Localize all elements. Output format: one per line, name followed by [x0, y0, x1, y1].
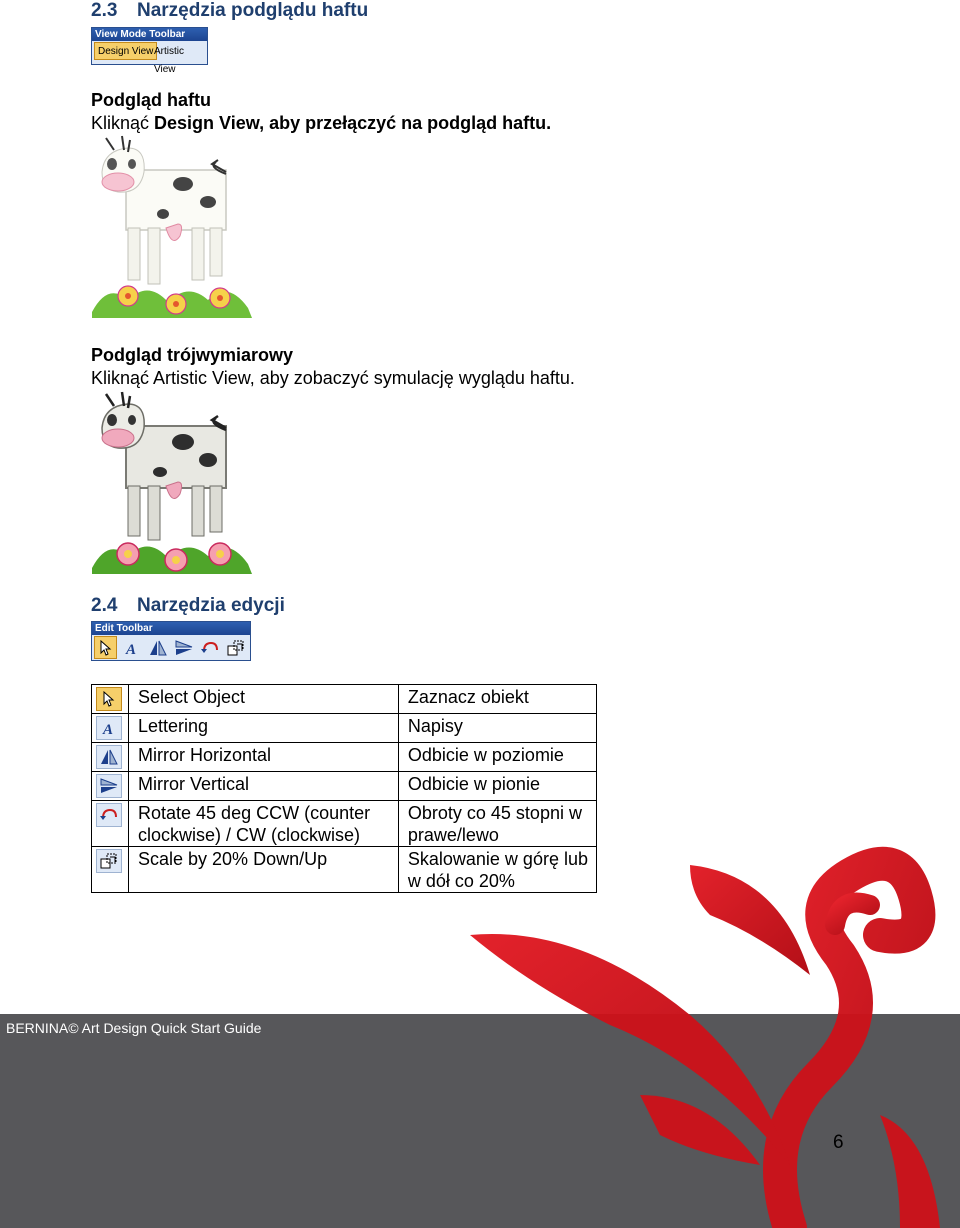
- tool-name-pl: Odbicie w poziomie: [398, 743, 596, 772]
- table-row: [92, 847, 597, 893]
- artistic-preview-heading: Podgląd trójwymiarowy: [91, 345, 294, 365]
- section-heading-2-4: [91, 595, 285, 617]
- edit-toolbar: [91, 621, 251, 661]
- rotate-icon: [201, 640, 219, 656]
- tool-name-en: Select Object: [129, 685, 399, 714]
- lettering-button[interactable]: [120, 636, 143, 659]
- tool-name-pl: Zaznacz obiekt: [398, 685, 596, 714]
- design-view-button[interactable]: Design View: [94, 42, 157, 60]
- tool-name-en: Lettering: [129, 714, 399, 743]
- tool-name-pl: Napisy: [398, 714, 596, 743]
- section-heading-2-3: [91, 0, 368, 22]
- icon-cell: [92, 801, 129, 847]
- edit-tools-table: [91, 684, 597, 893]
- mirror-vertical-button[interactable]: [172, 636, 195, 659]
- mirror-horizontal-icon: [149, 640, 167, 656]
- artistic-view-button[interactable]: Artistic View: [154, 46, 184, 75]
- tool-name-en: Mirror Horizontal: [129, 743, 399, 772]
- table-row: [92, 772, 597, 801]
- tool-name-en: Mirror Vertical: [129, 772, 399, 801]
- red-swirl-footer-overlay: [460, 1014, 960, 1228]
- design-preview-heading: Podgląd haftu: [91, 90, 211, 110]
- select-object-button[interactable]: [94, 636, 117, 659]
- cow-artistic-view-image: [88, 388, 258, 578]
- scale-button[interactable]: [224, 636, 247, 659]
- select-arrow-icon: [99, 640, 113, 656]
- icon-cell: [92, 714, 129, 743]
- section-number: 2.3: [91, 0, 118, 21]
- section-title: Narzędzia edycji: [137, 595, 285, 616]
- table-row: [92, 685, 597, 714]
- toolbar-title: View Mode Toolbar: [92, 28, 207, 41]
- tool-name-pl: Odbicie w pionie: [398, 772, 596, 801]
- section-number: 2.4: [91, 595, 118, 616]
- text-prefix: Kliknąć: [91, 113, 155, 133]
- mirror-horizontal-icon: [96, 745, 122, 769]
- mirror-horizontal-button[interactable]: [146, 636, 169, 659]
- page-number: 6: [833, 1132, 844, 1153]
- artistic-preview-text: Kliknąć Artistic View, aby zobaczyć symulację wyglądu haftu.: [91, 368, 575, 388]
- text-bold: Design View, aby przełączyć na podgląd haftu.: [154, 113, 552, 133]
- table-row: [92, 801, 597, 847]
- icon-cell: [92, 772, 129, 801]
- svg-text:A: A: [125, 641, 136, 656]
- icon-cell: [92, 685, 129, 714]
- table-row: [92, 714, 597, 743]
- view-mode-toolbar: [91, 27, 208, 75]
- rotate-icon: [96, 803, 122, 827]
- lettering-icon: [96, 716, 122, 740]
- tool-name-en: Scale by 20% Down/Up: [129, 847, 399, 893]
- svg-text:A: A: [103, 722, 114, 736]
- lettering-icon: [125, 640, 139, 656]
- scale-icon: [96, 849, 122, 873]
- icon-cell: [92, 743, 129, 772]
- tool-name-pl: Skalowanie w górę lub w dół co 20%: [398, 847, 596, 893]
- section-title: Narzędzia podglądu haftu: [137, 0, 369, 21]
- mirror-vertical-icon: [175, 640, 193, 656]
- footer-title: BERNINA© Art Design Quick Start Guide: [6, 1020, 262, 1036]
- table-row: [92, 743, 597, 772]
- toolbar-title: Edit Toolbar: [92, 622, 250, 635]
- tool-name-pl: Obroty co 45 stopni w prawe/lewo: [398, 801, 596, 847]
- scale-icon: [227, 640, 245, 656]
- tool-name-en: Rotate 45 deg CCW (counter clockwise) / CW (clockwise): [129, 801, 399, 847]
- cow-design-view-image: [88, 132, 258, 322]
- mirror-vertical-icon: [96, 774, 122, 798]
- select-arrow-icon: [96, 687, 122, 711]
- icon-cell: [92, 847, 129, 893]
- rotate-button[interactable]: [198, 636, 221, 659]
